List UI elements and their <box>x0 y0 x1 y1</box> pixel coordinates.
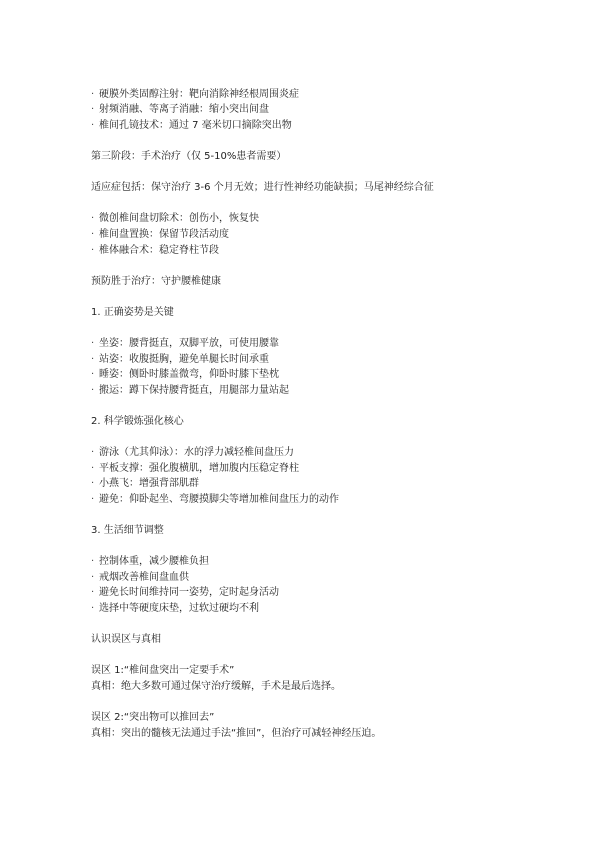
list-item: · 椎间盘置换：保留节段活动度 <box>91 229 229 241</box>
subsection-heading: 2. 科学锻炼强化核心 <box>91 416 184 427</box>
list-item: · 搬运：蹲下保持腰背挺直，用腿部力量站起 <box>91 385 289 397</box>
list-item: · 椎体融合术：稳定脊柱节段 <box>91 245 219 257</box>
section-heading: 认识误区与真相 <box>91 634 161 645</box>
truth-statement: 真相：绝大多数可通过保守治疗缓解，手术是最后选择。 <box>91 681 341 692</box>
list-item: · 坐姿：腰背挺直，双脚平放，可使用腰靠 <box>91 338 279 350</box>
list-item: · 平板支撑：强化腹横肌，增加腹内压稳定脊柱 <box>91 463 299 475</box>
myth-statement: 误区 1:“椎间盘突出一定要手术” <box>91 665 235 676</box>
truth-statement: 真相：突出的髓核无法通过手法“推回”，但治疗可减轻神经压迫。 <box>91 728 382 739</box>
list-item: · 硬膜外类固醇注射：靶向消除神经根周围炎症 <box>91 89 299 101</box>
list-item: · 小燕飞：增强背部肌群 <box>91 478 199 490</box>
list-item: · 椎间孔镜技术：通过 7 毫米切口摘除突出物 <box>91 120 292 132</box>
section-heading: 预防胜于治疗：守护腰椎健康 <box>91 276 221 287</box>
section-heading: 第三阶段：手术治疗（仅 5-10%患者需要） <box>91 151 287 162</box>
list-item: · 选择中等硬度床垫，过软过硬均不利 <box>91 603 259 615</box>
list-item: · 避免长时间维持同一姿势，定时起身活动 <box>91 587 279 599</box>
subsection-heading: 3. 生活细节调整 <box>91 525 164 536</box>
myth-statement: 误区 2:“突出物可以推回去” <box>91 712 215 723</box>
paragraph: 适应症包括：保守治疗 3-6 个月无效；进行性神经功能缺损；马尾神经综合征 <box>91 182 434 193</box>
list-item: · 微创椎间盘切除术：创伤小，恢复快 <box>91 213 259 225</box>
subsection-heading: 1. 正确姿势是关键 <box>91 307 174 318</box>
list-item: · 避免：仰卧起坐、弯腰摸脚尖等增加椎间盘压力的动作 <box>91 494 339 506</box>
list-item: · 站姿：收腹挺胸，避免单腿长时间承重 <box>91 354 269 366</box>
list-item: · 戒烟改善椎间盘血供 <box>91 572 189 584</box>
list-item: · 控制体重，减少腰椎负担 <box>91 556 209 568</box>
list-item: · 射频消融、等离子消融：缩小突出间盘 <box>91 104 269 116</box>
list-item: · 睡姿：侧卧时膝盖微弯，仰卧时膝下垫枕 <box>91 369 279 381</box>
list-item: · 游泳（尤其仰泳）：水的浮力减轻椎间盘压力 <box>91 447 294 459</box>
